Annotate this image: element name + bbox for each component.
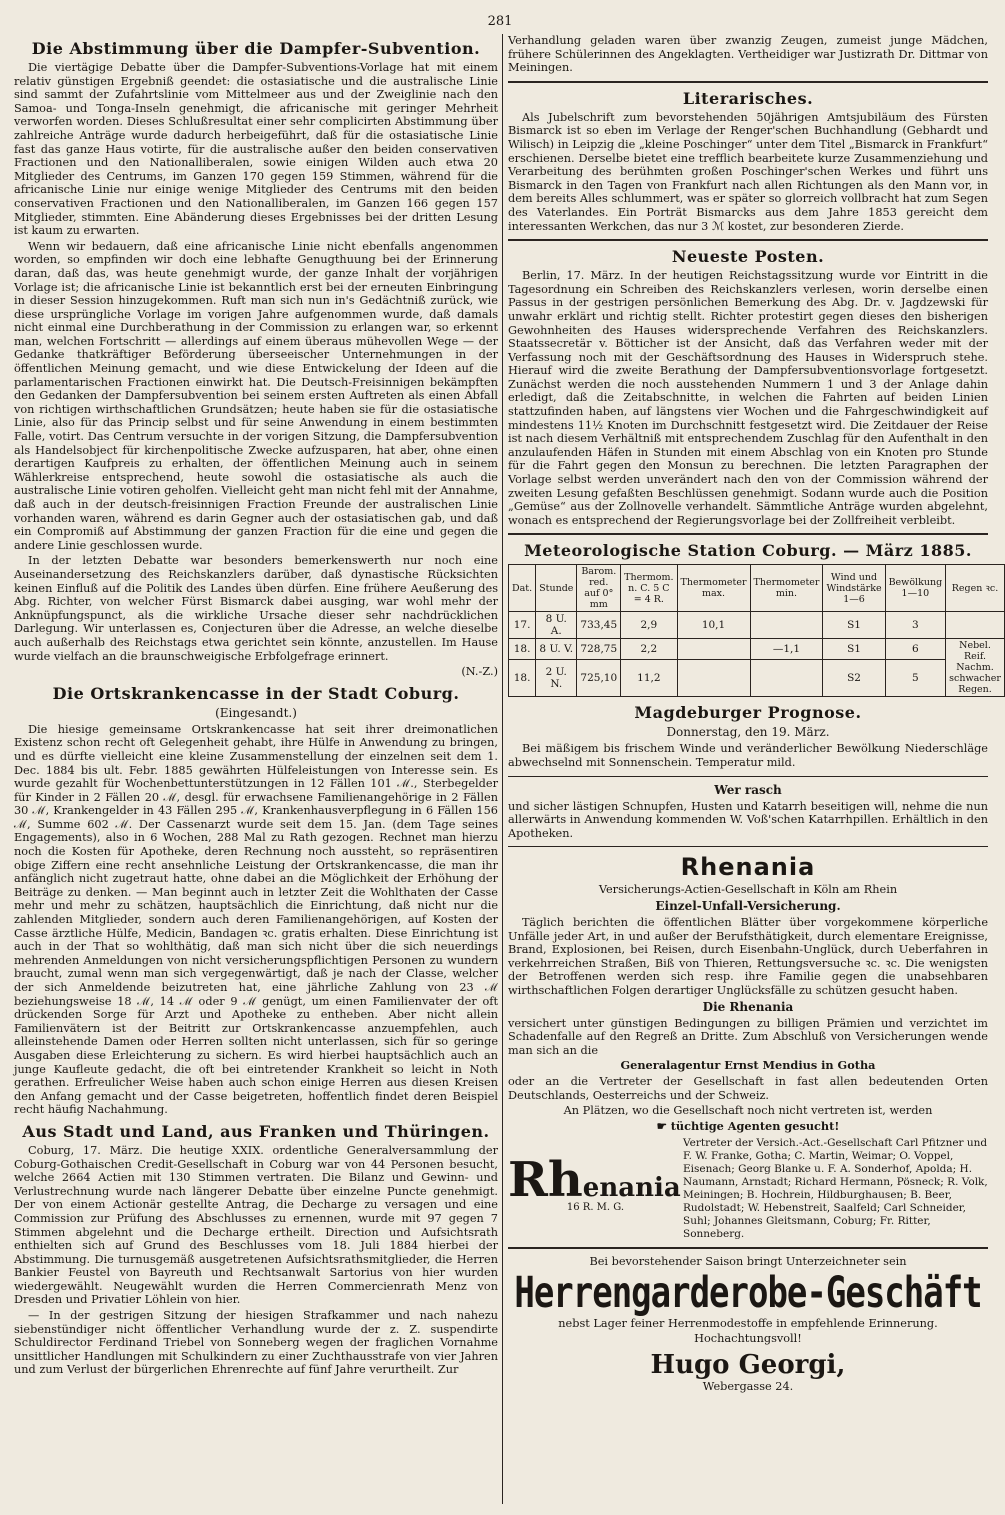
article-ortskrankencasse-p1: Die hiesige gemeinsame Ortskrankencasse hat seit ihrer dreimonatlichen Existenz schon recht oft Gelegenheit gehabt, ihre Hülfe in Anwendung zu bringen, und es dürfte vielleicht eine kleine Zusammenstellung der einzelnen seit dem 1. Dec. 1884 bis ult. Febr. 1885 gewährten Hülfeleistungen von Interesse sein. Es wurde gezahlt für Wochenbettunterstützungen in 12 Fällen 101 ℳ., Sterbegelder für Kinder in 2 Fällen 20 ℳ, desgl. für erwachsene Familienangehörige in 2 Fällen 30 ℳ, Krankengelder in 43 Fällen 295 ℳ, Krankenhausverpflegung in 6 Fällen 156 ℳ, Summe 602 ℳ. Der Cassenarzt wurde seit dem 15. Jan. (dem Tage seines Engagements), also in 6 Wochen, 288 Mal zu Rath gezogen. Rechnet man hierzu noch die Kosten für Apotheke, deren Rechnung noch aussteht, so repräsentiren obige Ziffern eine recht ansehnliche Leistung der Ortskrankencasse, die man ihr anfänglich nicht zugetraut hatte, ohne dabei an die Möglichkeit der Erhöhung der Beiträge zu denken. — Man beginnt auch in letzter Zeit die Wohlthaten der Casse mehr und mehr zu schätzen, hauptsächlich die Einrichtung, daß nicht nur die zahlenden Mitglieder, sondern auch deren Familienangehörigen, auf Kosten der Casse ärztliche Hülfe, Medicin, Bandagen ꝛc. gratis erhalten. Diese Einrichtung ist auch in der That so wohlthätig, daß man sich nicht über die sich neuerdings mehrenden Anmeldungen von nicht versicherungspflichtigen Personen zu wundern braucht, zumal wenn man sich vergegenwärtigt, daß je nach der Classe, welcher der sich Anmeldende beizutreten hat, eine jährliche Zahlung von 23 ℳ beziehungsweise 18 ℳ, 14 ℳ oder 9 ℳ genügt, um einen Familienvater der oft drückenden Sorge für Arzt und Apotheke zu entheben. Aber nicht allein Familienvätern ist der Beitritt zur Ortskrankencasse anzuempfehlen, auch alleinstehende Damen oder Herren sollten nicht unterlassen, sich für so geringe Ausgaben diese Erleichterung zu sichern. Es wird hierbei hauptsächlich auch an junge Kaufleute gedacht, die oft bei eintretender Krankheit so leicht in Noth gerathen. Erfreulicher Weise haben auch schon einige Herren aus diesen Kreisen den Anfang gemacht und der Casse beigetreten, hoffentlich findet deren Beispiel recht häufig Nachahmung. <box>14 722 498 1117</box>
weather-col-header: Stunde <box>536 565 577 612</box>
table-cell <box>750 612 823 639</box>
article-stadt-land-p2: — In der gestrigen Sitzung der hiesigen Strafkammer und nach nahezu siebenstündiger nicht öffentlicher Verhandlung wurde der z. Z. suspendirte Schuldirector Ferdinand Triebel von Sonneberg wegen der fraglichen Vornahme unsittlicher Handlungen mit Schulkindern zu einer Zuchthausstrafe von vier Jahren und zum Verlust der bürgerlichen Ehrenrechte auf fünf Jahre verurtheilt. Zur <box>14 1309 498 1377</box>
section-title-meteorologie: Meteorologische Station Coburg. — März 1885. <box>524 541 972 561</box>
weather-col-header: Dat. <box>509 565 536 612</box>
table-cell: S1 <box>823 612 885 639</box>
section-divider <box>508 846 988 847</box>
weather-table <box>508 564 1005 697</box>
ad-rhenania-p1: Täglich berichten die öffentlichen Blätter über vorgekommene körperliche Unfälle jeder Art, in und außer der Berufsthätigkeit, durch elementare Ereignisse, Brand, Explosionen, bei Reisen, durch Eisenbahn-Unglück, durch Ueberfahren in verkehrreichen Straßen, Biß von Thieren, Rettungsversuche ꝛc. ꝛc. Die wenigsten der Betroffenen werden sich resp. ihre Familie gegen die unabsehbaren wirthschaftlichen Folgen derartiger Unglücksfälle zu schützen gesucht haben. <box>508 915 988 997</box>
ad-georgi-text: nebst Lager feiner Herrenmodestoffe in empfehlende Erinnerung. <box>558 1316 938 1330</box>
ad-georgi-headline: Herrengarderobe-Geschäft <box>514 1267 982 1318</box>
weather-col-header: Thermometer max. <box>677 565 750 612</box>
ad-rhenania-brand: Rhenania <box>680 853 816 882</box>
ad-katarrh-head: Wer rasch <box>714 782 782 797</box>
ad-georgi-intro: Bei bevorstehender Saison bringt Unterzeichneter sein <box>589 1255 907 1269</box>
table-cell: S2 <box>823 660 885 697</box>
ad-rhenania-head2: Die Rhenania <box>702 999 794 1014</box>
ad-rhenania-agency: Generalagentur Ernst Mendius in Gotha <box>620 1058 876 1073</box>
section-divider <box>508 776 988 777</box>
ad-rhenania-reps: Vertreter der Versich.-Act.-Gesellschaft Carl Pfitzner und F. W. Franke, Gotha; C. Martin, Weimar; O. Voppel, Eisenach; Georg Blanke u. F. A. Sonderhof, Apolda; H. Naumann, Arnstadt; Richard Hermann, Pösneck; R. Volk, Meiningen; B. Hochrein, Hildburghausen; B. Beer, Rudolstadt; W. Hebenstreit, Saalfeld; Carl Schneider, Suhl; Johannes Gleitsmann, Coburg; Fr. Ritter, Sonneberg. <box>683 1137 988 1241</box>
ad-katarrh-text: und sicher lästigen Schnupfen, Husten und Katarrh beseitigen will, nehme die nun allerwärts in Anwendung kommenden W. Voß'schen Katarrhpillen. Erhältlich in den Apotheken. <box>508 799 988 840</box>
table-cell: 725,10 <box>577 660 621 697</box>
table-row <box>509 612 1005 639</box>
logo-initials: Rh <box>508 1151 583 1208</box>
section-title-literarisches: Literarisches. <box>682 88 814 108</box>
logo-rest: enania <box>582 1172 681 1203</box>
article-title-stadt-land: Aus Stadt und Land, aus Franken und Thüringen. <box>22 1121 490 1141</box>
article-dampfer-p2: Wenn wir bedauern, daß eine africanische Linie nicht ebenfalls angenommen worden, so empfinden wir doch eine lebhafte Genugthuung bei der Erinnerung daran, daß das, was heute genehmigt wurde, der ganze Inhalt der vorjährigen Vorlage ist; die africanische Linie ist bekanntlich erst bei der erneuten Einbringung in dieser Session hinzugekommen. Ruft man sich nun in's Gedächtniß zurück, wie diese ursprüngliche Vorlage im vorigen Jahre aufgenommen wurde, daß damals nicht einmal eine Durchberathung in der Commission zu erlangen war, so erkennt man, welchen Fortschritt — allerdings auf einem überaus mühevollen Wege — der Gedanke thatkräftiger Beförderung überseeischer Unternehmungen in der öffentlichen Meinung gemacht, und wie diese Entwickelung der Ideen auf die parlamentarischen Fractionen einwirkt hat. Die Deutsch-Freisinnigen bekämpften den Gedanken der Dampfersubvention bei seinem ersten Auftreten als einen Abfall von richtigen wirthschaftlichen Grundsätzen; heute haben sie für die ostasiatische Linie, also für das Princip selbst und für seine Anwendung in einem bestimmten Falle, votirt. Das Centrum versuchte in der vorigen Sitzung, die Dampfersubvention als Handelsobject für kirchenpolitische Zwecke aufzusparen, hat aber, ohne einen derartigen Kaufpreis zu erhalten, der öffentlichen Meinung auch in seinem Wählerkreise entsprechend, heute sowohl die ostasiatische als auch die australische Linie votiren geholfen. Vielleicht geht man nicht fehl mit der Annahme, daß auch in der deutsch-freisinnigen Fraction Freunde der australischen Linie vorhanden waren, während es darin Gegner auch der ostasiatischen gab, und daß ein Compromiß auf Abstimmung der ganzen Fraction für die eine und gegen die andere Linie geschlossen wurde. <box>14 239 498 552</box>
ad-rhenania-logo-block <box>508 1137 988 1241</box>
table-row <box>509 639 1005 660</box>
table-cell: 18. <box>509 660 536 697</box>
literarisches-p1: Als Jubelschrift zum bevorstehenden 50jährigen Amtsjubiläum des Fürsten Bismarck ist so eben im Verlage der Renger'schen Buchhandlung (Gebhardt und Wilisch) in Leipzig die „kleine Poschinger“ unter dem Titel „Bismarck in Frankfurt“ erschienen. Derselbe bietet eine trefflich bearbeitete kurze Zusammenziehung und Verarbeitung des berühmten großen Poschinger'schen Werkes und führt uns Bismarck in den Tagen von Frankfurt nach allen Richtungen als den Mann vor, in dem bereits Alles schlummert, was er später so glorreich vollbracht hat zum Segen des Vaterlandes. Ein Porträt Bismarcks aus dem Jahre 1853 gereicht dem interessanten Werkchen, das nur 3 ℳ kostet, zur besonderen Zierde. <box>508 110 988 233</box>
section-divider <box>508 533 988 535</box>
prognose-p1: Bei mäßigem bis frischem Winde und veränderlicher Bewölkung Niederschläge abwechselnd mit Sonnenschein. Temperatur mild. <box>508 742 988 769</box>
table-cell: 2,2 <box>621 639 677 660</box>
table-cell: 10,1 <box>677 612 750 639</box>
table-cell <box>677 639 750 660</box>
article-continuation: Verhandlung geladen waren über zwanzig Zeugen, zumeist junge Mädchen, frühere Schülerinnen des Angeklagten. Vertheidiger war Justizrath Dr. Dittmar von Meiningen. <box>508 34 988 75</box>
table-cell: 733,45 <box>577 612 621 639</box>
weather-col-header: Regen ꝛc. <box>946 565 1005 612</box>
logo-tag: 16 R. M. G. <box>566 1201 625 1213</box>
table-cell <box>677 660 750 697</box>
table-cell: 6 <box>885 639 946 660</box>
table-cell <box>946 612 1005 639</box>
table-cell: 3 <box>885 612 946 639</box>
right-column <box>508 34 1001 1509</box>
weather-col-header: Bewölkung 1—10 <box>885 565 946 612</box>
table-cell: S1 <box>823 639 885 660</box>
table-cell: 8 U. A. <box>536 612 577 639</box>
section-divider <box>508 81 988 83</box>
article-dampfer-p1: Die viertägige Debatte über die Dampfer-Subventions-Vorlage hat mit einem relativ günstigen Ergebniß geendet: die ostasiatische und die australische Linie sind sammt der Zufahrtslinie vom Mittelmeer aus und der Zweiglinie nach den Samoa- und Tonga-Inseln genehmigt, die africanische mit geringer Mehrheit verworfen worden. Dieses Schlußresultat einer sehr complicirten Abstimmung über zahlreiche Anträge wurde dadurch herbeigeführt, daß für die ostasiatische Linie fast das ganze Haus votirte, für die australische außer den beiden conservativen Fractionen und den Nationalliberalen, sowie einigen Wilden auch etwa 20 Mitglieder des Centrums, im Ganzen 170 gegen 159 Stimmen, während für die africanische Linie nur einige wenige Mitglieder des Centrums mit den beiden conservativen Fractionen und den Nationalliberalen, im Ganzen 166 gegen 157 Mitglieder, stimmten. Eine Abänderung dieses Ergebnisses bei der dritten Lesung ist kaum zu erwarten. <box>14 61 498 238</box>
table-cell: —1,1 <box>750 639 823 660</box>
weather-col-header: Wind und Windstärke 1—6 <box>823 565 885 612</box>
neueste-posten-p1: Berlin, 17. März. In der heutigen Reichstagssitzung wurde vor Eintritt in die Tagesordnung ein Schreiben des Reichskanzlers verlesen, worin derselbe einen Passus in der gestrigen persönlichen Bemerkung des Abg. Dr. v. Jagdzewski für unwahr erklärt und richtig stellt. Richter protestirt gegen dieses den bisherigen Gewohnheiten des Hauses widersprechende Verfahren des Reichskanzlers. Staatssecretär v. Bötticher ist der Ansicht, daß das Verfahren weder mit der Verfassung noch mit der Geschäftsordnung des Hauses in Widerspruch stehe. Hierauf wird die zweite Berathung der Dampfersubventionsvorlage fortgesetzt. Zunächst werden die noch ausstehenden Nummern 1 und 3 der Anlage dahin erledigt, daß die Zeitabschnitte, in welchen die Fahrten auf beiden Linien stattzufinden haben, auf längstens vier Wochen und die Fahrgeschwindigkeit auf mindestens 11½ Knoten im Durchschnitt festgesetzt wird. Die Zeitdauer der Reise ist nach diesem Verhältniß mit entsprechendem Zuschlag für den Aufenthalt in den anzulaufenden Häfen in Stunden mit einem Abschlag von ein Knoten pro Stunde für die Fahrt gegen den Monsun zu berechnen. Die letzten Paragraphen der Vorlage selbst werden unverändert nach den von der Commission während der zweiten Lesung gefaßten Beschlüssen genehmigt. Sodann wurde auch die Position „Gemüse“ aus der Zollnovelle verhandelt. Sämmtliche Anträge wurden abgelehnt, wonach es entsprechend der Regierungsvorlage bei der Zollfreiheit verbleibt. <box>508 269 988 527</box>
table-cell <box>750 660 823 697</box>
ad-rhenania-logo <box>508 1151 683 1213</box>
left-column <box>14 34 498 1509</box>
article-dampfer-source: (N.-Z.) <box>461 665 498 679</box>
ad-rhenania-kind: Einzel-Unfall-Versicherung. <box>655 898 841 913</box>
table-row <box>509 660 1005 697</box>
weather-col-header: Barom. red. auf 0° mm <box>577 565 621 612</box>
table-cell: 8 U. V. <box>536 639 577 660</box>
page-number: 281 <box>487 14 513 29</box>
table-cell: 17. <box>509 612 536 639</box>
ad-georgi-addr: Webergasse 24. <box>702 1380 794 1394</box>
section-divider <box>508 1247 988 1249</box>
table-cell: 5 <box>885 660 946 697</box>
table-cell: 11,2 <box>621 660 677 697</box>
ad-rhenania-p2: versichert unter günstigen Bedingungen zu billigen Prämien und verzichtet im Schadenfalle auf den Regreß an Dritte. Zum Abschluß von Versicherungen wende man sich an die <box>508 1016 988 1057</box>
article-dampfer-p3: In der letzten Debatte war besonders bemerkenswerth nur noch eine Auseinandersetzung des Reichskanzlers darüber, daß dynastische Rücksichten keinen Einfluß auf die Politik des Landes üben dürfen. Eine frühere Aeußerung des Abg. Richter, von welcher Fürst Bismarck dabei ausging, war wohl mehr der Anknüpfungspunct, als die wirkliche Ursache dieser sehr nachdrücklichen Darlegung. Wir unterlassen es, Conjecturen über die Adresse, an welche dieselbe auch außerhalb des Reichstags etwa gerichtet sein könnte, anzustellen. Im Hause wurde vielfach an die braunschweigische Erbfolgefrage erinnert. <box>14 554 498 663</box>
article-title-ortskrankencasse: Die Ortskrankencasse in der Stadt Coburg. <box>52 683 460 703</box>
ad-rhenania-p4: An Plätzen, wo die Gesellschaft noch nicht vertreten ist, werden <box>563 1104 933 1118</box>
weather-col-header: Thermom. n. C. 5 C = 4 R. <box>621 565 677 612</box>
table-cell: 2 U. N. <box>536 660 577 697</box>
article-ortskrankencasse-subtitle: (Eingesandt.) <box>215 705 297 720</box>
weather-col-header: Thermometer min. <box>750 565 823 612</box>
ad-rhenania-sub: Versicherungs-Actien-Gesellschaft in Köln am Rhein <box>598 883 898 897</box>
weather-table-header <box>509 565 1005 612</box>
table-cell: Nebel. Reif. Nachm. schwacher Regen. <box>946 639 1005 697</box>
ad-rhenania-p3: oder an die Vertreter der Gesellschaft in fast allen bedeutenden Orten Deutschlands, Oesterreichs und der Schweiz. <box>508 1074 988 1102</box>
section-title-magdeburger-prognose: Magdeburger Prognose. <box>634 703 862 723</box>
ad-georgi-greet: Hochachtungsvoll! <box>694 1332 802 1346</box>
ad-rhenania-wanted: ☛ tüchtige Agenten gesucht! <box>656 1118 840 1133</box>
section-title-neueste-posten: Neueste Posten. <box>671 247 825 267</box>
table-cell: 2,9 <box>621 612 677 639</box>
column-divider <box>502 34 503 1504</box>
article-title-dampfer: Die Abstimmung über die Dampfer-Subvention. <box>31 39 481 58</box>
section-divider <box>508 239 988 241</box>
ad-georgi-name: Hugo Georgi, <box>650 1350 846 1381</box>
table-cell: 728,75 <box>577 639 621 660</box>
article-stadt-land-p1: Coburg, 17. März. Die heutige XXIX. ordentliche Generalversammlung der Coburg-Gothaischen Credit-Gesellschaft in Coburg war von 44 Personen besucht, welche 2664 Actien mit 130 Stimmen vertraten. Die Bilanz und Gewinn- und Verlustrechnung wurde nach längerer Debatte über einzelne Puncte genehmigt. Der von einem Actionär gestellte Antrag, die Decharge zu versagen und eine Commission zur Prüfung des Abschlusses zu ernennen, wurde mit 97 gegen 7 Stimmen abgelehnt und die Decharge ertheilt. Direction und Aufsichtsrath enthielten sich auf Grund des Beschlusses vom 18. Juli 1884 hierbei der Abstimmung. Die turnusgemäß ausgetretenen Aufsichtsrathsmitglieder, die Herren Bankier Feustel von Bayreuth und Rechtsanwalt Sartorius von hier wurden wiedergewählt. Neugewählt wurden die Herren Commercienrath Menz von Dresden und Privatier Löhlein von hier. <box>14 1143 498 1307</box>
table-cell: 18. <box>509 639 536 660</box>
prognose-date: Donnerstag, den 19. März. <box>666 725 830 740</box>
